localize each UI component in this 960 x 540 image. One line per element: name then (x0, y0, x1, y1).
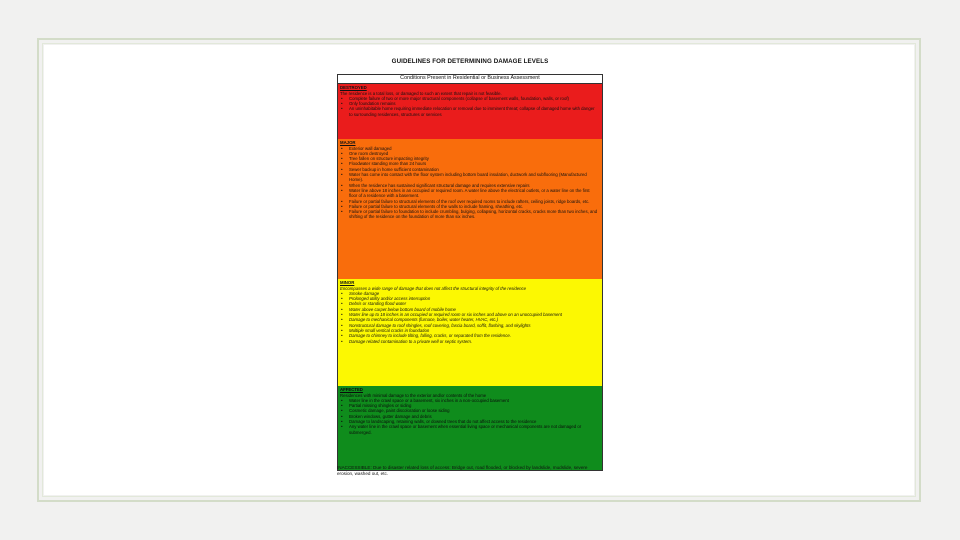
list-item: • Exterior wall damaged (349, 146, 599, 151)
list-item: • When the residence has sustained significant structural damage and requires extensive repairs (349, 183, 599, 188)
list-item: • Water line above 18 inches in an occupied or required room. A water line above the electrical outlets, or a water line on the first floor of a residence with a basement. (349, 188, 599, 199)
list-item: • Multiple small vertical cracks in foundation (349, 328, 599, 333)
list-item: • Nonstructural damage to roof shingles, roof covering, fascia board, soffit, flashing, and skylights (349, 323, 599, 328)
level-name: MAJOR (340, 140, 356, 146)
list-item: • Sewer backup in home sufficient contamination (349, 167, 599, 172)
list-item: • Broken windows, gutter damage and debris (349, 414, 599, 419)
level-name: DESTROYED (340, 85, 367, 91)
level-description: The residence is a total loss, or damaged to such an extent that repair is not feasible. (340, 90, 502, 96)
level-criteria-list (340, 291, 599, 344)
list-item: • Any water line in the crawl space or basement when essential living space or mechanical components are not damaged or submerged. (349, 424, 599, 435)
list-item: • Water above carpet below bottom board of mobile home (349, 307, 599, 312)
damage-levels-table (337, 74, 603, 471)
list-item: • Cosmetic damage, paint discoloration or loose siding (349, 408, 599, 413)
document-title: GUIDELINES FOR DETERMINING DAMAGE LEVELS (391, 58, 549, 65)
list-item: • Damage to landscaping, retaining walls, or downed trees that do not affect access to the residence (349, 419, 599, 424)
list-item: • Damage to mechanical components (furnace, boiler, water heater, HVAC, etc.) (349, 317, 599, 322)
list-item: • Damage related contamination to a private well or septic system. (349, 339, 599, 344)
list-item: • Water line up to 18 inches in an occupied or required room or six inches and above on an unoccupied basement (349, 312, 599, 317)
inaccessible-note: INACCESSIBLE: Due to disaster related loss of access: Bridge out, road flooded, or blocked by landslide, mudslide, severe erosion, washed out, etc. (337, 465, 588, 476)
level-name: MINOR (340, 280, 355, 286)
level-description: Encompasses a wide range of damage that does not affect the structural integrity of the residence (340, 285, 527, 291)
list-item: • Water has come into contact with the floor system including bottom board insulation, ductwork and subflooring (Manufactured Home). (349, 172, 599, 183)
damage-guidelines-document (336, 55, 604, 491)
list-item: • Complete failure of two or more major structural components (collapse of basement walls, foundation, walls, or roof) (349, 96, 599, 101)
list-item: • One room destroyed (349, 151, 599, 156)
level-criteria-list (340, 146, 599, 220)
list-item: • Partial missing shingles or siding (349, 403, 599, 408)
list-item: • Smoke damage (349, 291, 599, 296)
list-item: • An uninhabitable home requiring immediate relocation or removal due to imminent threat; collapse of damaged home with danger to surrounding residences, structures or services (349, 106, 599, 117)
level-affected (338, 386, 602, 470)
list-item: • Failure or partial failure to structural elements of the roof over required rooms to include rafters, ceiling joists, ridge boards, etc. (349, 199, 599, 204)
level-criteria-list (340, 398, 599, 435)
list-item: • Tree fallen on structure impacting integrity (349, 156, 599, 161)
table-header: Conditions Present in Residential or Business Assessment (338, 75, 602, 84)
list-item: • Water line in the crawl space or a basement, six inches in a non-occupied basement (349, 398, 599, 403)
level-major (338, 139, 602, 279)
list-item: • Failure or partial failure to foundation to include crumbling, bulging, collapsing, horizontal cracks, cracks more than two inches, and shifting of the residence on the foundation of more than six inches. (349, 209, 599, 220)
level-name: AFFECTED (340, 387, 363, 393)
list-item: • Damage to chimney to include tilting, falling, cracks, or separated from the residence. (349, 333, 599, 338)
list-item: • Prolonged utility and/or access interruption (349, 296, 599, 301)
list-item: • Floodwater standing more than 24 hours (349, 161, 599, 166)
level-minor (338, 279, 602, 386)
list-item: • Failure or partial failure to structural elements of the walls to include framing, sheathing, etc. (349, 204, 599, 209)
level-description: Residences with minimal damage to the exterior and/or contents of the home (340, 392, 487, 398)
list-item: • Only foundation remains (349, 101, 599, 106)
list-item: • Debris or standing flood water (349, 301, 599, 306)
level-destroyed (338, 84, 602, 139)
level-criteria-list (340, 96, 599, 117)
